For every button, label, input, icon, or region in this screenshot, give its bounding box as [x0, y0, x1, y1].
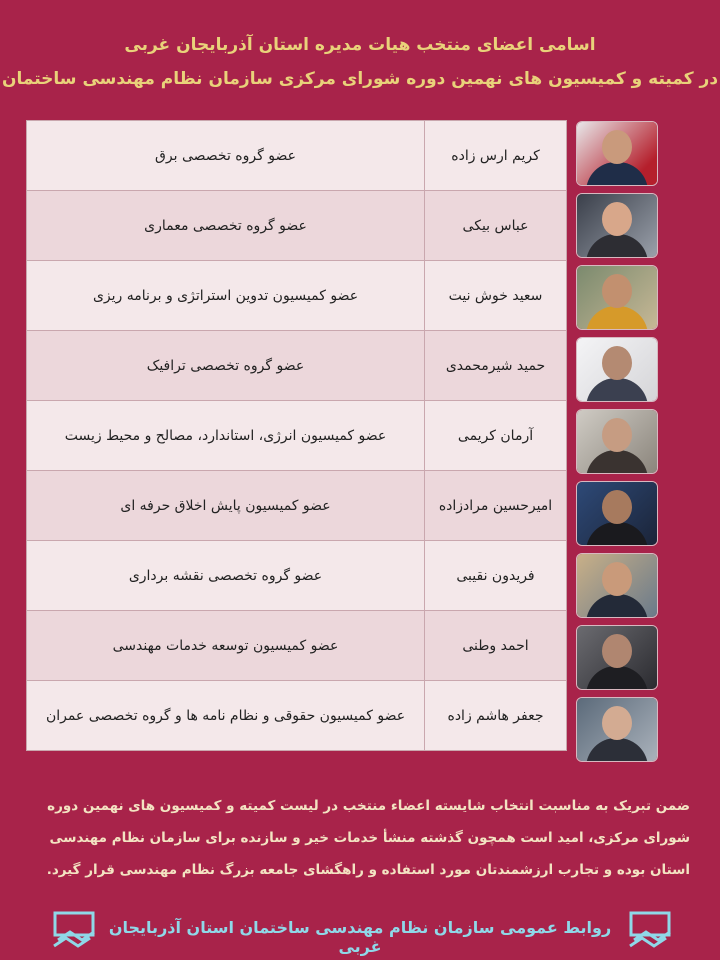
- member-role: عضو گروه تخصصی برق: [155, 147, 296, 164]
- member-photo: [576, 553, 658, 618]
- table-row: [27, 611, 566, 681]
- header: [0, 30, 720, 94]
- table-row: [27, 541, 566, 611]
- member-photo: [576, 265, 658, 330]
- member-name: فریدون نقیبی: [424, 541, 566, 610]
- member-photo: [576, 121, 658, 186]
- member-role: عضو گروه تخصصی ترافیک: [146, 357, 305, 374]
- member-photo: [576, 193, 658, 258]
- table-row: [27, 331, 566, 401]
- member-name: امیرحسین مرادزاده: [424, 471, 566, 540]
- member-name: جعفر هاشم زاده: [424, 681, 566, 750]
- table-row: [27, 121, 566, 191]
- table-row: [27, 401, 566, 471]
- member-role: عضو گروه تخصصی نقشه برداری: [128, 567, 323, 584]
- member-role: عضو کمیسیون انرژی، استاندارد، مصالح و محیط زیست: [64, 427, 387, 444]
- member-name: حمید شیرمحمدی: [424, 331, 566, 400]
- member-role: عضو کمیسیون پایش اخلاق حرفه ای: [120, 497, 331, 514]
- congratulation-text: ضمن تبریک به مناسبت انتخاب شایسته اعضاء منتخب در لیست کمیته و کمیسیون های نهمین دوره شورای مرکزی، امید است همچون گذشته منشأ خدمات خیر و سازنده برای سازمان نظام مهندسی استان بوده و تجارب ارزشمندتان مورد استفاده و راهگشای جامعه بزرگ نظام مهندسی قرار گیرد.: [46, 798, 690, 878]
- member-name: عباس بیکی: [424, 191, 566, 260]
- page-title: اسامی اعضای منتخب هیات مدیره استان آذربایجان غربی: [124, 35, 596, 55]
- member-photos: [576, 121, 658, 769]
- member-photo: [576, 625, 658, 690]
- member-name: احمد وطنی: [424, 611, 566, 680]
- member-name: آرمان کریمی: [424, 401, 566, 470]
- member-role: عضو کمیسیون تدوین استراتژی و برنامه ریزی: [92, 287, 359, 304]
- member-photo: [576, 409, 658, 474]
- footer-bar: [0, 906, 720, 956]
- members-table: [26, 120, 567, 751]
- member-name: سعید خوش نیت: [424, 261, 566, 330]
- member-role: عضو گروه تخصصی معماری: [144, 217, 307, 234]
- organization-logo-icon: [52, 910, 96, 950]
- table-row: [27, 261, 566, 331]
- organization-logo-icon: [628, 910, 672, 950]
- member-photo: [576, 337, 658, 402]
- member-name: کریم ارس زاده: [424, 121, 566, 190]
- member-photo: [576, 481, 658, 546]
- table-row: [27, 681, 566, 750]
- footer-title: روابط عمومی سازمان نظام مهندسی ساختمان استان آذربایجان غربی: [108, 918, 612, 956]
- table-row: [27, 471, 566, 541]
- table-row: [27, 191, 566, 261]
- member-photo: [576, 697, 658, 762]
- member-role: عضو کمیسیون حقوقی و نظام نامه ها و گروه تخصصی عمران: [45, 707, 406, 724]
- member-role: عضو کمیسیون توسعه خدمات مهندسی: [112, 637, 339, 654]
- page-subtitle: در کمیته و کمیسیون های نهمین دوره شورای مرکزی سازمان نظام مهندسی ساختمان: [1, 69, 719, 89]
